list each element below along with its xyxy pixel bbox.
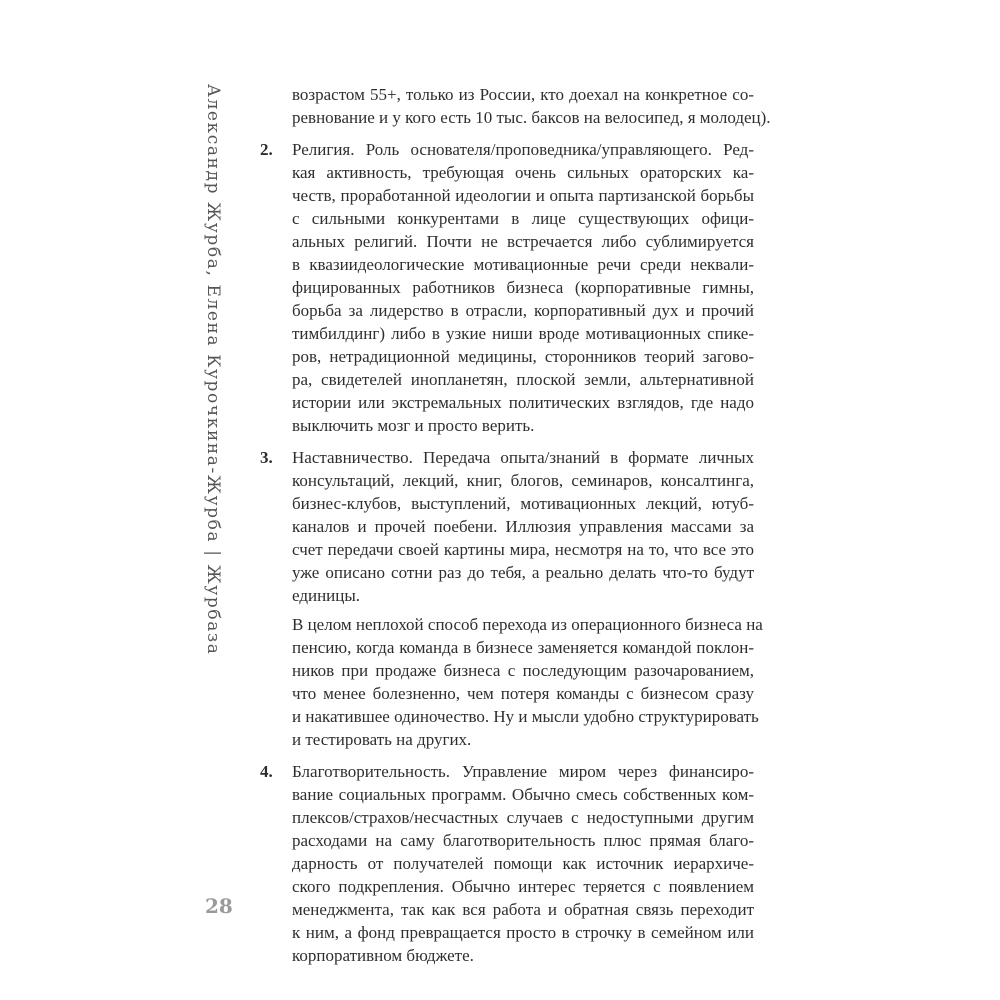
- text-line: В целом неплохой способ перехода из операционного бизнеса на: [292, 615, 763, 634]
- list-item-number: 3.: [260, 448, 273, 467]
- list-item-number: 4.: [260, 762, 273, 781]
- paragraph: [292, 613, 763, 751]
- text-line: и тестировать на других.: [292, 730, 472, 749]
- text-line: кая активность, требующая очень сильных ораторских ка-: [292, 163, 754, 182]
- text-line: ского подкрепления. Обычно интерес теряется с появлением: [292, 877, 754, 896]
- text-line: возрастом 55+, только из России, кто доехал на конкретное со-: [292, 85, 754, 104]
- text-line: борьба за лидерство в отрасли, корпоративный дух и прочий: [292, 301, 754, 320]
- list-item: [260, 138, 754, 437]
- text-line: ревнование и у кого есть 10 тыс. баксов на велосипед, я молодец).: [292, 108, 771, 127]
- text-line: корпоративном бюджете.: [292, 946, 474, 965]
- list-item: [260, 446, 754, 607]
- text-line: истории или экстремальных политических взглядов, где надо: [292, 393, 754, 412]
- text-line: менеджмента, так как вся работа и обратная связь переходит: [292, 900, 754, 919]
- text-line: Религия. Роль основателя/проповедника/управляющего. Ред-: [292, 140, 754, 159]
- text-line: расходами на саму благотворительность плюс прямая благо-: [292, 831, 754, 850]
- text-line: фицированных работников бизнеса (корпоративные гимны,: [292, 278, 754, 297]
- list-item: [260, 760, 754, 967]
- list-item-number: 2.: [260, 140, 273, 159]
- text-line: ра, свидетелей инопланетян, плоской земли, альтернативной: [292, 370, 754, 389]
- text-line: к ним, а фонд превращается просто в строчку в семейном или: [292, 923, 754, 942]
- text-line: тимбилдинг) либо в узкие ниши вроде мотивационных спике-: [292, 324, 754, 343]
- text-line: консультаций, лекций, книг, блогов, семинаров, консалтинга,: [292, 471, 754, 490]
- text-line: ников при продаже бизнеса с последующим разочарованием,: [292, 661, 754, 680]
- text-line: альных религий. Почти не встречается либо сублимируется: [292, 232, 754, 251]
- text-line: дарность от получателей помощи как источник иерархиче-: [292, 854, 754, 873]
- text-line: бизнес-клубов, выступлений, мотивационных лекций, ютуб-: [292, 494, 754, 513]
- running-head: Александр Журба, Елена Курочкина-Журба | Журбаза: [203, 84, 223, 656]
- text-line: честв, проработанной идеологии и опыта партизанской борьбы: [292, 186, 754, 205]
- text-line: в квазиидеологические мотивационные речи среди неквали-: [292, 255, 754, 274]
- text-line: счет передачи своей картины мира, несмотря на то, что все это: [292, 540, 754, 559]
- text-line: вание социальных программ. Обычно смесь собственных ком-: [292, 785, 754, 804]
- text-line: пенсию, когда команда в бизнесе заменяется командой поклон-: [292, 638, 754, 657]
- text-line: уже описано сотни раз до тебя, а реально делать что-то будут: [292, 563, 754, 582]
- text-line: выключить мозг и просто верить.: [292, 416, 535, 435]
- text-line: что менее болезненно, чем потеря команды с бизнесом сразу: [292, 684, 754, 703]
- text-line: каналов и прочей поебени. Иллюзия управления массами за: [292, 517, 754, 536]
- text-line: ров, нетрадиционной медицины, сторонников теорий загово-: [292, 347, 754, 366]
- text-line: и накатившее одиночество. Ну и мысли удобно структурировать: [292, 707, 759, 726]
- page-number: 28: [205, 894, 233, 918]
- paragraph: [292, 83, 771, 129]
- text-line: с сильными конкурентами в лице существующих офици-: [292, 209, 754, 228]
- page-body: [260, 83, 771, 976]
- text-line: Благотворительность. Управление миром через финансиро-: [292, 762, 754, 781]
- text-line: единицы.: [292, 586, 361, 605]
- text-line: плексов/страхов/несчастных случаев с недоступными другим: [292, 808, 754, 827]
- text-line: Наставничество. Передача опыта/знаний в формате личных: [292, 448, 754, 467]
